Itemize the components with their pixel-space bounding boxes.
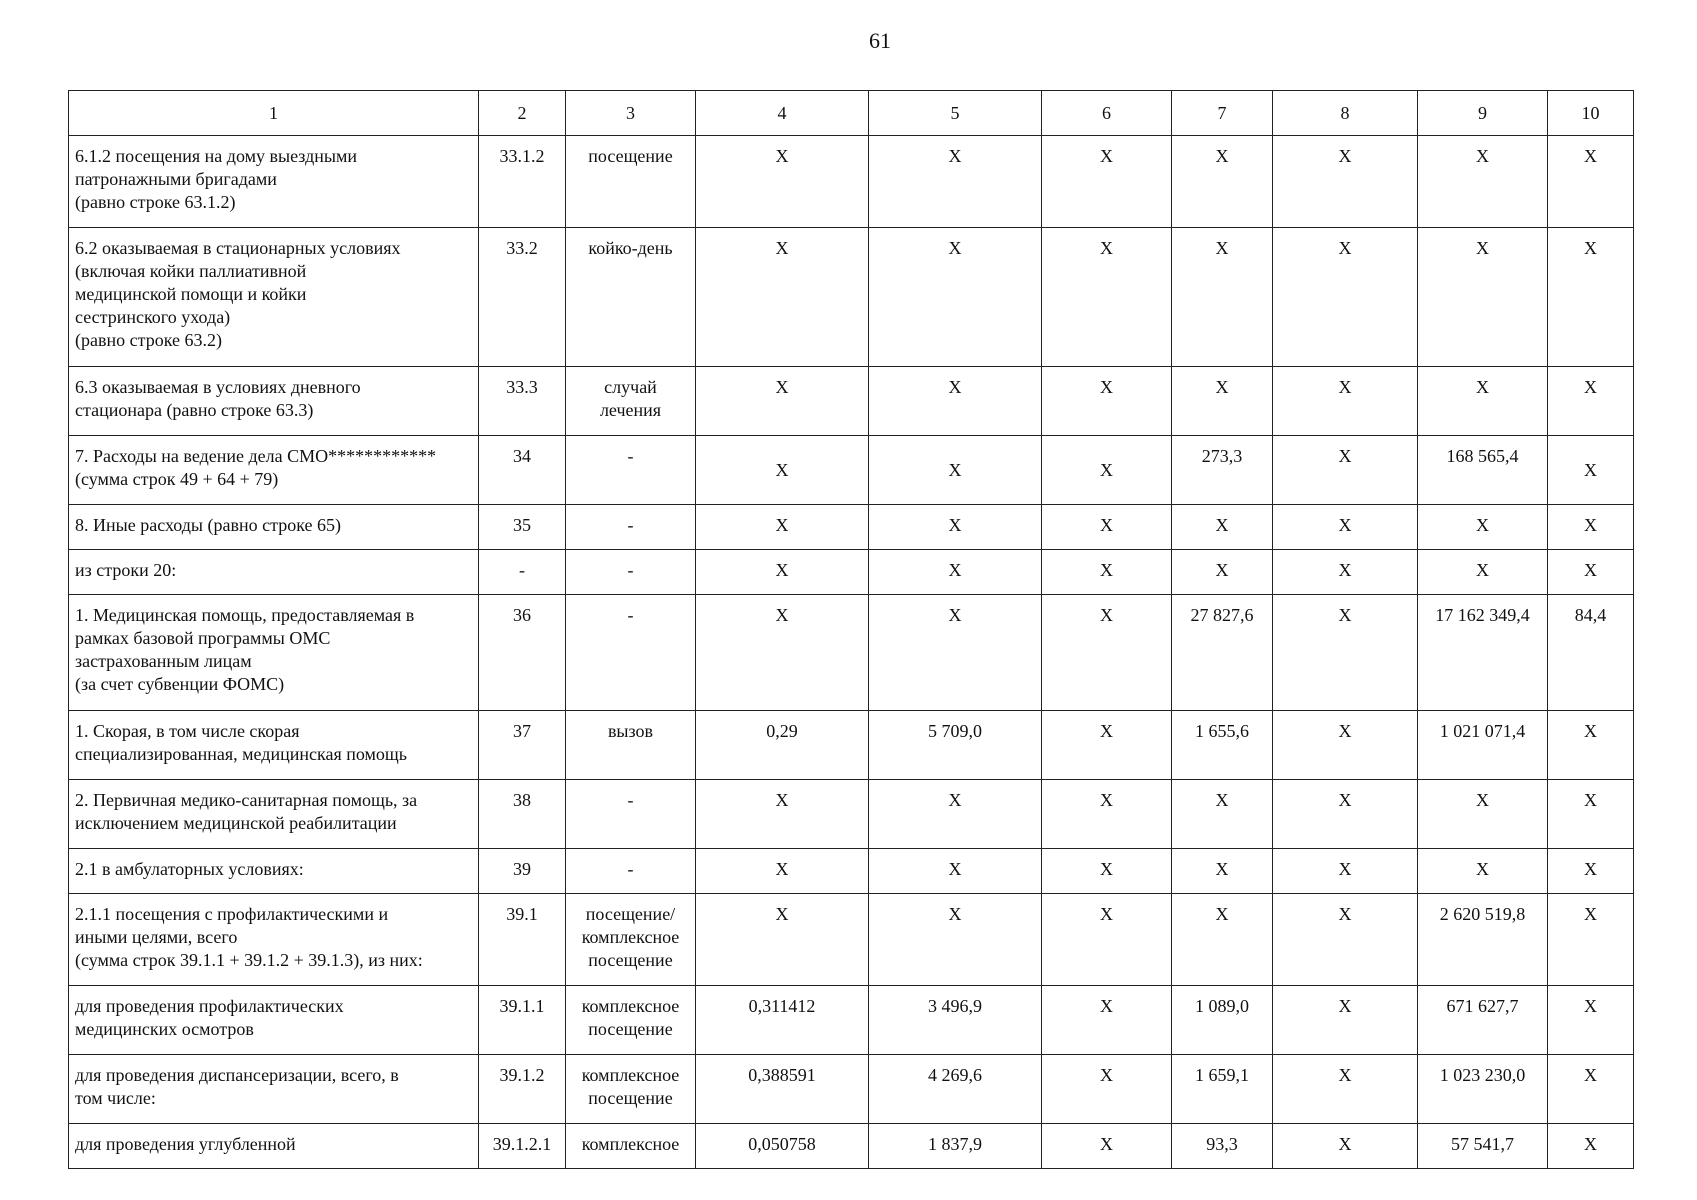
value-cell: X: [1548, 894, 1634, 986]
value-cell: 17 162 349,4: [1418, 595, 1548, 711]
row-unit-line: комплексное: [581, 927, 680, 947]
column-header: 3: [566, 91, 696, 136]
row-unit-line: посещение: [588, 1019, 673, 1039]
row-name-line: 6.1.2 посещения на дому выездными: [75, 146, 357, 166]
table-row: [69, 228, 1634, 367]
value-cell: X: [696, 550, 869, 595]
value-cell: 4 269,6: [869, 1055, 1042, 1124]
row-code-cell: 33.2: [479, 228, 566, 367]
value-cell: X: [1273, 1124, 1418, 1169]
table-row: [69, 595, 1634, 711]
row-unit-line: -: [627, 859, 634, 879]
value-cell: X: [1273, 849, 1418, 894]
value-cell: 671 627,7: [1418, 986, 1548, 1055]
row-unit-line: вызов: [607, 721, 654, 741]
column-header: 1: [69, 91, 479, 136]
row-name-line: сестринского ухода): [75, 307, 231, 327]
value-cell: X: [1042, 136, 1172, 228]
row-unit-line: -: [627, 446, 634, 466]
value-cell: X: [1418, 228, 1548, 367]
value-cell: X: [1042, 849, 1172, 894]
value-cell: X: [1273, 228, 1418, 367]
row-unit-cell: [566, 505, 696, 550]
row-name-cell: [69, 849, 479, 894]
value-cell: X: [1548, 711, 1634, 780]
row-unit-line: комплексное: [581, 1134, 680, 1154]
row-name-cell: [69, 894, 479, 986]
value-cell: X: [1042, 367, 1172, 436]
row-name-line: 1. Медицинская помощь, предоставляемая в: [75, 605, 415, 625]
row-unit-line: комплексное: [581, 996, 680, 1016]
value-cell: X: [696, 228, 869, 367]
row-unit-cell: [566, 780, 696, 849]
value-cell: X: [1172, 228, 1273, 367]
row-unit-cell: [566, 894, 696, 986]
row-unit-cell: [566, 1124, 696, 1169]
row-code-cell: 34: [479, 436, 566, 505]
row-name-line: 6.2 оказываемая в стационарных условиях: [75, 238, 401, 258]
value-cell: X: [1548, 1055, 1634, 1124]
row-name-cell: [69, 780, 479, 849]
row-code-cell: 39.1: [479, 894, 566, 986]
value-cell: X: [1042, 550, 1172, 595]
row-unit-line: посещение: [588, 950, 673, 970]
row-unit-line: -: [627, 790, 634, 810]
value-cell: 0,311412: [696, 986, 869, 1055]
value-cell: 2 620 519,8: [1418, 894, 1548, 986]
value-cell: X: [1273, 436, 1418, 505]
value-cell: 1 659,1: [1172, 1055, 1273, 1124]
row-unit-cell: [566, 1055, 696, 1124]
row-name-cell: [69, 367, 479, 436]
value-cell: 93,3: [1172, 1124, 1273, 1169]
row-unit-line: -: [627, 515, 634, 535]
table-row: [69, 436, 1634, 505]
table-row: [69, 550, 1634, 595]
value-cell: 168 565,4: [1418, 436, 1548, 505]
value-cell: X: [1273, 780, 1418, 849]
row-name-line: том числе:: [75, 1088, 156, 1108]
row-name-line: (за счет субвенции ФОМС): [75, 674, 285, 694]
column-header: 9: [1418, 91, 1548, 136]
row-code-cell: 37: [479, 711, 566, 780]
row-name-line: 6.3 оказываемая в условиях дневного: [75, 377, 361, 397]
value-cell: X: [1548, 849, 1634, 894]
page-number: 61: [869, 28, 891, 53]
row-name-line: 2.1.1 посещения с профилактическими и: [75, 904, 389, 924]
value-cell: X: [696, 367, 869, 436]
row-unit-line: случай: [604, 377, 657, 397]
row-name-line: 2. Первичная медико-санитарная помощь, за: [75, 790, 418, 810]
value-cell: 1 023 230,0: [1418, 1055, 1548, 1124]
value-cell: X: [696, 136, 869, 228]
value-cell: 273,3: [1172, 436, 1273, 505]
value-cell: X: [696, 505, 869, 550]
row-name-cell: [69, 505, 479, 550]
value-cell: X: [1418, 780, 1548, 849]
table-row: [69, 136, 1634, 228]
value-cell: X: [1548, 436, 1634, 505]
value-cell: 3 496,9: [869, 986, 1042, 1055]
value-cell: 1 655,6: [1172, 711, 1273, 780]
value-cell: X: [1172, 367, 1273, 436]
value-cell: X: [1273, 550, 1418, 595]
row-name-line: медицинских осмотров: [75, 1019, 254, 1039]
row-code-cell: -: [479, 550, 566, 595]
row-unit-cell: [566, 136, 696, 228]
value-cell: X: [1042, 894, 1172, 986]
table-body: [69, 136, 1634, 1169]
row-name-cell: [69, 711, 479, 780]
column-header: 2: [479, 91, 566, 136]
table-row: [69, 505, 1634, 550]
value-cell: X: [1172, 894, 1273, 986]
value-cell: X: [1548, 367, 1634, 436]
value-cell: X: [1273, 894, 1418, 986]
row-unit-cell: [566, 849, 696, 894]
row-name-line: (сумма строк 49 + 64 + 79): [75, 469, 279, 489]
row-unit-line: лечения: [599, 400, 662, 420]
row-name-cell: [69, 436, 479, 505]
value-cell: 5 709,0: [869, 711, 1042, 780]
row-name-line: (сумма строк 39.1.1 + 39.1.2 + 39.1.3), из них:: [75, 950, 423, 970]
table-row: [69, 894, 1634, 986]
value-cell: 1 837,9: [869, 1124, 1042, 1169]
row-name-line: 7. Расходы на ведение дела СМО************: [75, 446, 437, 466]
value-cell: X: [1172, 505, 1273, 550]
row-code-cell: 39: [479, 849, 566, 894]
row-name-cell: [69, 986, 479, 1055]
value-cell: X: [696, 780, 869, 849]
column-header: 10: [1548, 91, 1634, 136]
row-unit-cell: [566, 228, 696, 367]
row-name-line: (равно строке 63.2): [75, 330, 222, 350]
value-cell: X: [1273, 1055, 1418, 1124]
row-unit-line: посещение: [588, 146, 673, 166]
row-unit-line: -: [627, 560, 634, 580]
value-cell: X: [1418, 367, 1548, 436]
row-unit-line: посещение/: [585, 904, 676, 924]
row-name-line: специализированная, медицинская помощь: [75, 744, 407, 764]
row-unit-cell: [566, 986, 696, 1055]
row-unit-cell: [566, 595, 696, 711]
value-cell: X: [1273, 136, 1418, 228]
value-cell: 1 021 071,4: [1418, 711, 1548, 780]
value-cell: X: [1273, 505, 1418, 550]
column-header: 4: [696, 91, 869, 136]
value-cell: X: [869, 894, 1042, 986]
value-cell: X: [696, 595, 869, 711]
row-unit-line: комплексное: [581, 1065, 680, 1085]
value-cell: X: [869, 436, 1042, 505]
value-cell: 27 827,6: [1172, 595, 1273, 711]
value-cell: X: [869, 505, 1042, 550]
value-cell: X: [869, 595, 1042, 711]
row-name-line: 1. Скорая, в том числе скорая: [75, 721, 300, 741]
row-name-line: из строки 20:: [75, 560, 177, 580]
row-name-cell: [69, 550, 479, 595]
row-name-line: для проведения углубленной: [75, 1134, 296, 1154]
header-row: [69, 91, 1634, 136]
row-code-cell: 39.1.2.1: [479, 1124, 566, 1169]
row-name-cell: [69, 228, 479, 367]
table-row: [69, 711, 1634, 780]
value-cell: 0,388591: [696, 1055, 869, 1124]
row-name-line: (включая койки паллиативной: [75, 261, 307, 281]
value-cell: X: [869, 367, 1042, 436]
value-cell: X: [1548, 228, 1634, 367]
row-name-cell: [69, 595, 479, 711]
value-cell: X: [1042, 228, 1172, 367]
row-unit-cell: [566, 550, 696, 595]
row-code-cell: 39.1.1: [479, 986, 566, 1055]
table-row: [69, 849, 1634, 894]
row-name-line: 2.1 в амбулаторных условиях:: [75, 859, 304, 879]
value-cell: X: [1042, 711, 1172, 780]
value-cell: X: [1548, 550, 1634, 595]
table-row: [69, 986, 1634, 1055]
value-cell: X: [1042, 1055, 1172, 1124]
row-name-line: (равно строке 63.1.2): [75, 192, 236, 212]
value-cell: X: [869, 849, 1042, 894]
data-table: [68, 90, 1634, 1169]
value-cell: X: [869, 136, 1042, 228]
row-name-line: для проведения профилактических: [75, 996, 344, 1016]
row-name-line: стационара (равно строке 63.3): [75, 400, 314, 420]
value-cell: X: [1418, 550, 1548, 595]
table-row: [69, 1124, 1634, 1169]
row-name-line: иными целями, всего: [75, 927, 238, 947]
row-name-line: застрахованным лицам: [75, 651, 252, 671]
table-row: [69, 1055, 1634, 1124]
value-cell: X: [1172, 780, 1273, 849]
row-code-cell: 33.1.2: [479, 136, 566, 228]
row-name-line: медицинской помощи и койки: [75, 284, 307, 304]
value-cell: X: [1548, 986, 1634, 1055]
row-name-line: 8. Иные расходы (равно строке 65): [75, 515, 341, 535]
row-code-cell: 39.1.2: [479, 1055, 566, 1124]
table-row: [69, 367, 1634, 436]
value-cell: 0,29: [696, 711, 869, 780]
value-cell: X: [696, 849, 869, 894]
value-cell: X: [1273, 595, 1418, 711]
value-cell: 0,050758: [696, 1124, 869, 1169]
value-cell: X: [1172, 136, 1273, 228]
column-header: 8: [1273, 91, 1418, 136]
value-cell: X: [1042, 780, 1172, 849]
row-name-line: для проведения диспансеризации, всего, в: [75, 1065, 399, 1085]
row-name-line: исключением медицинской реабилитации: [75, 813, 397, 833]
value-cell: X: [869, 780, 1042, 849]
row-name-cell: [69, 1055, 479, 1124]
row-name-cell: [69, 136, 479, 228]
value-cell: X: [1418, 505, 1548, 550]
row-code-cell: 38: [479, 780, 566, 849]
value-cell: X: [1418, 136, 1548, 228]
value-cell: X: [696, 436, 869, 505]
value-cell: 84,4: [1548, 595, 1634, 711]
value-cell: X: [1273, 711, 1418, 780]
column-header: 5: [869, 91, 1042, 136]
row-code-cell: 33.3: [479, 367, 566, 436]
value-cell: X: [696, 894, 869, 986]
value-cell: X: [1548, 1124, 1634, 1169]
value-cell: X: [869, 550, 1042, 595]
row-name-line: патронажными бригадами: [75, 169, 277, 189]
value-cell: X: [1548, 136, 1634, 228]
row-unit-line: койко-день: [588, 238, 673, 258]
value-cell: 1 089,0: [1172, 986, 1273, 1055]
value-cell: X: [1172, 849, 1273, 894]
value-cell: X: [1042, 505, 1172, 550]
value-cell: X: [1172, 550, 1273, 595]
row-code-cell: 35: [479, 505, 566, 550]
value-cell: X: [1042, 1124, 1172, 1169]
row-unit-cell: [566, 367, 696, 436]
row-code-cell: 36: [479, 595, 566, 711]
value-cell: X: [1418, 849, 1548, 894]
value-cell: X: [1273, 367, 1418, 436]
value-cell: X: [869, 228, 1042, 367]
value-cell: X: [1042, 595, 1172, 711]
table-row: [69, 780, 1634, 849]
row-name-cell: [69, 1124, 479, 1169]
row-unit-line: посещение: [588, 1088, 673, 1108]
value-cell: X: [1273, 986, 1418, 1055]
value-cell: 57 541,7: [1418, 1124, 1548, 1169]
row-unit-cell: [566, 436, 696, 505]
row-unit-cell: [566, 711, 696, 780]
value-cell: X: [1548, 780, 1634, 849]
column-header: 7: [1172, 91, 1273, 136]
value-cell: X: [1548, 505, 1634, 550]
column-header: 6: [1042, 91, 1172, 136]
row-name-line: рамках базовой программы ОМС: [75, 628, 331, 648]
value-cell: X: [1042, 436, 1172, 505]
row-unit-line: -: [627, 605, 634, 625]
value-cell: X: [1042, 986, 1172, 1055]
